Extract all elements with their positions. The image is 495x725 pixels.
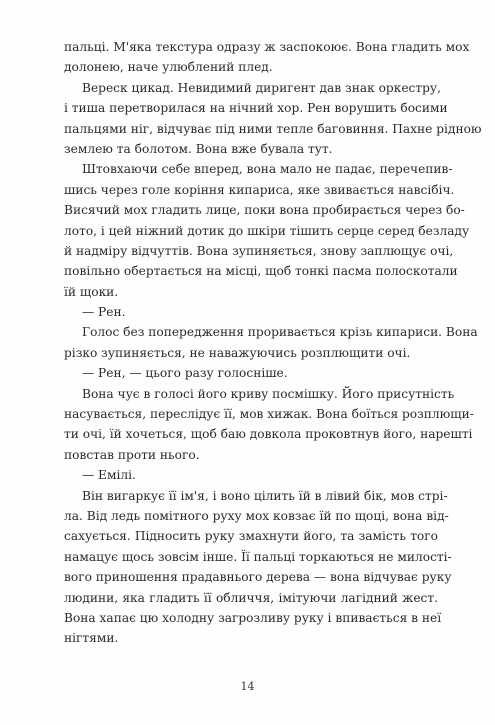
text-line: повстав проти нього.	[64, 447, 200, 462]
text-line: шись через голе коріння кипариса, яке звивається навсібіч.	[64, 182, 455, 197]
paragraph	[64, 384, 474, 466]
text-line: ла. Від ледь помітного руху мох ковзає їй по щоці, вона від-	[64, 508, 449, 523]
text-line: і тиша перетворилася на нічний хор. Рен ворушить босими	[64, 101, 448, 116]
text-line: Вереск цикад. Невидимий диригент дав знак оркестру,	[82, 80, 441, 95]
text-line: Голос без попередження проривається крізь кипариси. Вона	[82, 325, 478, 340]
text-line: нігтями.	[64, 631, 119, 646]
paragraph	[64, 486, 452, 649]
paragraph	[64, 159, 470, 302]
body-text	[64, 37, 482, 649]
text-line: людини, яка гладить її обличчя, імітуючи лагідний жест.	[64, 590, 438, 605]
text-line: насувається, переслідує її, мов хижак. Вона боїться розплющи-	[64, 407, 474, 422]
text-line: землею та болотом. Вона вже бувала тут.	[64, 141, 333, 156]
text-line: повільно обертається на місці, щоб тонкі пасма полоскотали	[64, 264, 458, 279]
paragraph	[64, 78, 482, 160]
paragraph	[64, 465, 438, 485]
paragraph	[64, 363, 438, 383]
paragraph	[64, 322, 478, 363]
text-line: долонею, наче улюблений плед.	[64, 60, 273, 75]
text-line: — Емілі.	[82, 468, 136, 483]
text-line: сахується. Підносить руку змахнути його, та замість того	[64, 529, 438, 544]
text-line: лото, і цей ніжний дотик до шкіри тішить серце серед безладу	[64, 223, 470, 238]
text-line: Висячий мох гладить лице, поки вона пробирається через бо-	[64, 203, 465, 218]
text-line: й надміру відчуттів. Вона зупиняється, знову заплющує очі,	[64, 243, 454, 258]
text-line: ти очі, їй хочеться, щоб баю довкола проковтнув його, нарешті	[64, 427, 473, 442]
text-line: — Рен.	[82, 305, 126, 320]
text-line: Він вигаркує її ім'я, і воно цілить їй в лівий бік, мов стрі-	[82, 488, 448, 503]
text-line: пальцями ніг, відчуває під ними тепле баговиння. Пахне рідною	[64, 121, 482, 136]
text-line: вого приношення прадавнього дерева — вона відчуває руку	[64, 570, 452, 585]
text-line: Вона хапає цю холодну загрозливу руку і впивається в неї	[64, 610, 442, 625]
text-line: їй щоки.	[64, 284, 119, 299]
text-line: Вона чує в голосі його криву посмішку. Його присутність	[82, 386, 455, 401]
text-line: Штовхаючи себе вперед, вона мало не падає, перечепив-	[82, 162, 453, 177]
text-line: — Рен, — цього разу голосніше.	[82, 366, 288, 381]
page-number: 14	[240, 680, 255, 693]
text-line: різко зупиняється, не наважуючись розплющити очі.	[64, 345, 411, 360]
paragraph	[64, 302, 438, 322]
paragraph	[64, 37, 470, 78]
text-line: намацує щось зовсім інше. Її пальці торкаються не милості-	[64, 549, 452, 564]
text-line: пальці. М'яка текстура одразу ж заспокоює. Вона гладить мох	[64, 40, 470, 54]
